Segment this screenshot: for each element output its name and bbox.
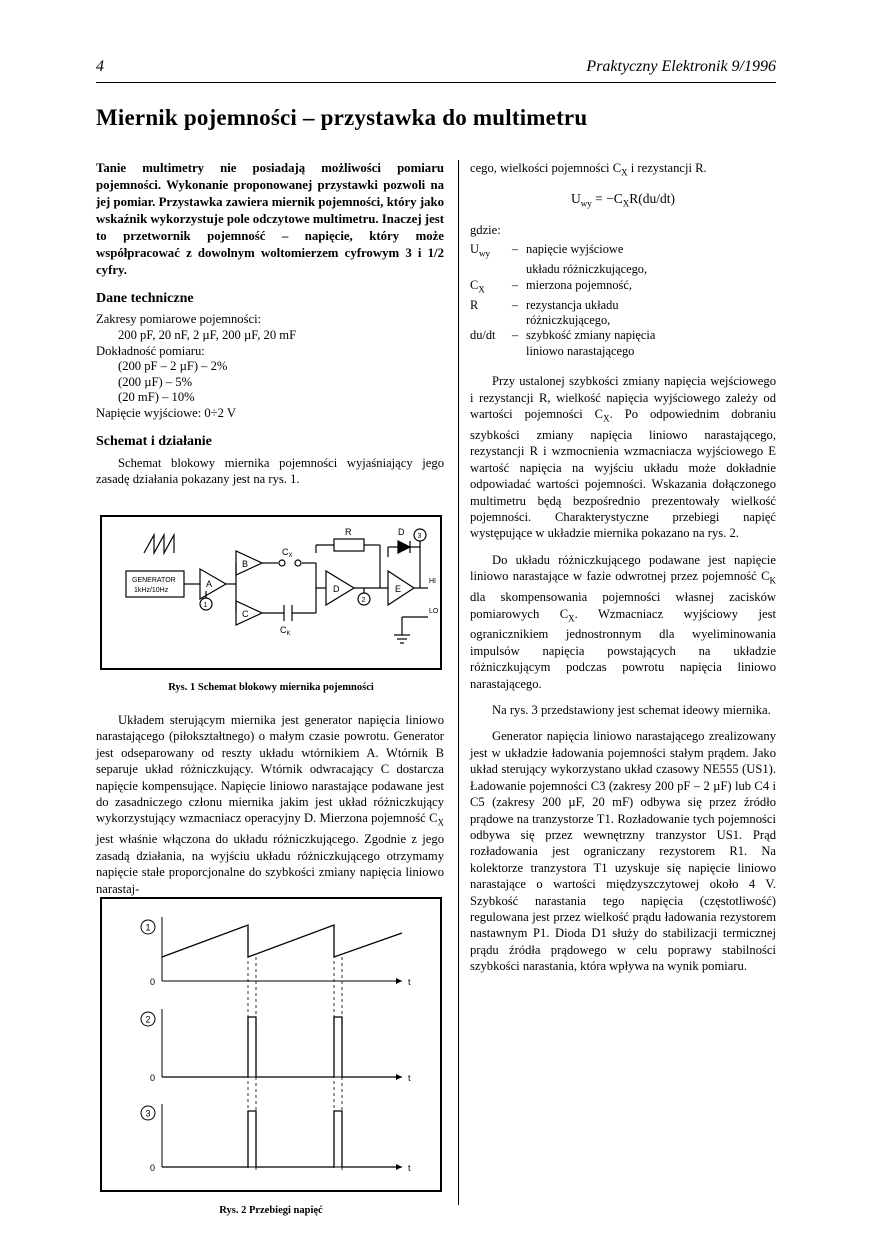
definition-text: napięcie wyjściowe: [526, 242, 624, 257]
formula: $U_{wy} = -C_XR(du/dt)$: [571, 190, 675, 209]
right-para-1: Przy ustalonej szybkości zmiany napięcia wejściowego i rezystancji R, wielkość napięcia wyjściowego zależy od wartości pojemności $C_X$. Po odpowiednim dobraniu szybkości zmiany napięcia liniowo narastającego, rezystancji R i wzmocnienia wzmacniacza wyjściowego E wartość napięcia na wyjściu układu może dokładnie odpowiadać wartości pojemności. Wskazania dołączonego multimetru będą bezpośrednio prezentowały wielkość pojemności. Charakterystyczne przebiegi napięć występujące w układzie miernika pokazano na rys. 2.: [470, 374, 776, 541]
figure-1-caption: Rys. 1 Schemat blokowy miernika pojemności: [168, 682, 374, 693]
figure-2-caption: Rys. 2 Przebiegi napięć: [219, 1205, 323, 1216]
page-header: [96, 58, 776, 76]
definition-cont: liniowo narastającego: [526, 343, 635, 358]
definition-row: [470, 328, 776, 343]
zero-label-1: 0: [150, 977, 156, 987]
figure-2-waveforms: [100, 897, 442, 1192]
definition-symbol: $C_X$: [470, 277, 485, 295]
block-b-label: B: [242, 559, 249, 569]
section-heading-schema: Schemat i działanie: [96, 433, 212, 449]
right-column: [470, 160, 776, 975]
node-2-label: 2: [361, 597, 366, 604]
definition-dash: –: [512, 297, 519, 312]
definition-cont: różniczkującego,: [526, 312, 611, 327]
accuracy-row-2: (200 µF) – 5%: [118, 374, 193, 389]
node-3-label: 3: [417, 533, 422, 540]
t-axis-label-1: t: [408, 977, 411, 987]
trace-2-number: 2: [145, 1014, 151, 1025]
right-para-3: Na rys. 3 przedstawiony jest schemat ideowy miernika.: [492, 703, 771, 718]
definition-dash: –: [512, 277, 519, 292]
gdzie-label: gdzie:: [470, 223, 501, 238]
ranges-label: Zakresy pomiarowe pojemności:: [96, 312, 262, 327]
definition-cont: układu różniczkującego,: [526, 262, 648, 277]
section-heading-technical: Dane techniczne: [96, 291, 194, 306]
definition-symbol: $U_{wy}$: [470, 242, 490, 259]
r-label: R: [345, 527, 352, 537]
definition-dash: –: [512, 242, 519, 257]
header-rule: [96, 82, 776, 83]
para-schema: Schemat blokowy miernika pojemności wyjaśniający jego zasadę działania pokazany jest na rys. 1.: [96, 455, 444, 487]
lo-label: LO: [429, 608, 439, 615]
diode-label: D: [398, 527, 405, 537]
lead-paragraph: Tanie multimetry nie posiadają możliwości pomiaru pojemności. Wykonanie proponowanej przystawki pozwoli na jej pomiar. Przystawka zawiera miernik pojemności, który jako wskaźnik wykorzystuje pole odczytowe multimetru. Inaczej jest to przetwornik pojemność – napięcie, który może współpracować z dowolnym woltomierzem cyfrowym 3 i 1/2 cyfry.: [96, 161, 444, 277]
accuracy-row-1: (200 pF – 2 µF) – 2%: [118, 359, 228, 374]
accuracy-row-3: (20 mF) – 10%: [118, 390, 195, 405]
t-axis-label-2: t: [408, 1073, 411, 1083]
left-column-cont: [96, 712, 444, 897]
definition-row: [470, 278, 776, 298]
ranges-value: 200 pF, 20 nF, 2 µF, 200 µF, 20 mF: [118, 328, 297, 342]
magazine-title: Praktyczny Elektronik 9/1996: [586, 58, 776, 75]
trace-3-number: 3: [145, 1108, 151, 1119]
accuracy-label: Dokładność pomiaru:: [96, 343, 205, 358]
article-title: Miernik pojemności – przystawka do multimetru: [96, 105, 588, 130]
trace-1-number: 1: [145, 922, 151, 933]
figure-2-svg: [102, 899, 440, 1190]
definition-row: [470, 242, 776, 262]
para-continuation: [470, 160, 776, 181]
ck-label: $C_K$: [280, 625, 291, 637]
t-axis-label-3: t: [408, 1163, 411, 1173]
definition-symbol: du/dt: [470, 328, 496, 343]
page-number: 4: [96, 58, 104, 75]
block-c-label: C: [242, 609, 249, 619]
right-para-4: Generator napięcia liniowo narastającego zrealizowany jest w układzie ładowania pojemności stałym prądem. Jako układ sterujący wykorzystano układ czasowy NE555 (US1). Ładowanie pojemności C3 (zakresy 200 pF – 2 µF) lub C4 i C5 (zakresy 200 µF, 20 mF) odbywa się przez źródło prądowe na tranzystorze T1. Rozładowanie tych pojemności odbywa się przez wewnętrzny tranzystor US1. Prąd rozładowania jest ograniczany rezystorem R1. Na kolektorze tranzystora T1 uzyskuje się napięcie liniowo narastające o wartości międzyszczytowej około 4 V. Szybkość narastania tego napięcia (częstotliwość) regulowana jest przez wielkość prądu ładowania rezystorem nastawnym P1. Dioda D1 służy do stabilizacji termicznej prądu źródła prądowego w celu poprawy stabilności szybkości narastania, która wpływa na wynik pomiaru.: [470, 729, 776, 974]
zero-label-2: 0: [150, 1073, 156, 1083]
para-continuation-text: cego, wielkości pojemności $C_X$ i rezystancji R.: [470, 161, 707, 178]
figure-1-block-diagram: [100, 515, 442, 670]
hi-label: HI: [429, 578, 436, 585]
block-d-label: D: [333, 584, 340, 594]
column-divider: [458, 160, 459, 1205]
right-para-2: Do układu różniczkującego podawane jest napięcie liniowo narastające w fazie odwrotnej przez pojemność $C_K$ dla skompensowania pojemności własnej zacisków pomiarowych $C_X$. Wzmacniacz wyjściowy jest ogranicznikiem jednostronnym dla wyeliminowania impulsów napięcia powstających na układzie różniczkującym podczas powrotu napięcia liniowo narastającego.: [470, 552, 776, 691]
definition-symbol: R: [470, 297, 479, 312]
definition-row: [470, 298, 776, 313]
definition-text: rezystancja układu: [526, 297, 619, 312]
para-after-fig1: Układem sterującym miernika jest generator napięcia liniowo narastającego (piłokształtnego) o małym czasie powrotu. Generator jest odseparowany od reszty układu wtórnikiem A. Wtórnik B separuje układ różniczkujący. Wtórnik odwracający C dostarcza napięcie kompensujące. Napięcie liniowo narastające podawane jest do zasadniczego członu miernika jakim jest układ różniczkujący wykorzystujący wzmacniacz operacyjny D. Mierzona pojemność $C_X$ jest właśnie włączona do układu różniczkującego. Zgodnie z jego zasadą działania, na wyjściu układu różniczkującego otrzymamy napięcie stałe proporcjonalne do szybkości zmiany napięcia liniowo narastaj-: [96, 713, 444, 896]
definition-text: mierzona pojemność,: [526, 277, 632, 292]
definition-list: [470, 242, 776, 359]
generator-label-2: 1kHz/10Hz: [134, 587, 169, 594]
definition-dash: –: [512, 328, 519, 343]
zero-label-3: 0: [150, 1163, 156, 1173]
generator-label-1: GENERATOR: [132, 577, 176, 584]
cx-label: $C_X$: [282, 547, 293, 559]
definition-text: szybkość zmiany napięcia: [526, 328, 656, 343]
left-column: [96, 160, 444, 488]
figure-1-svg: [102, 517, 440, 668]
block-e-label: E: [395, 584, 402, 594]
block-a-label: A: [206, 579, 213, 589]
node-1-label: 1: [203, 602, 208, 609]
output-voltage: Napięcie wyjściowe: 0÷2 V: [96, 405, 236, 420]
